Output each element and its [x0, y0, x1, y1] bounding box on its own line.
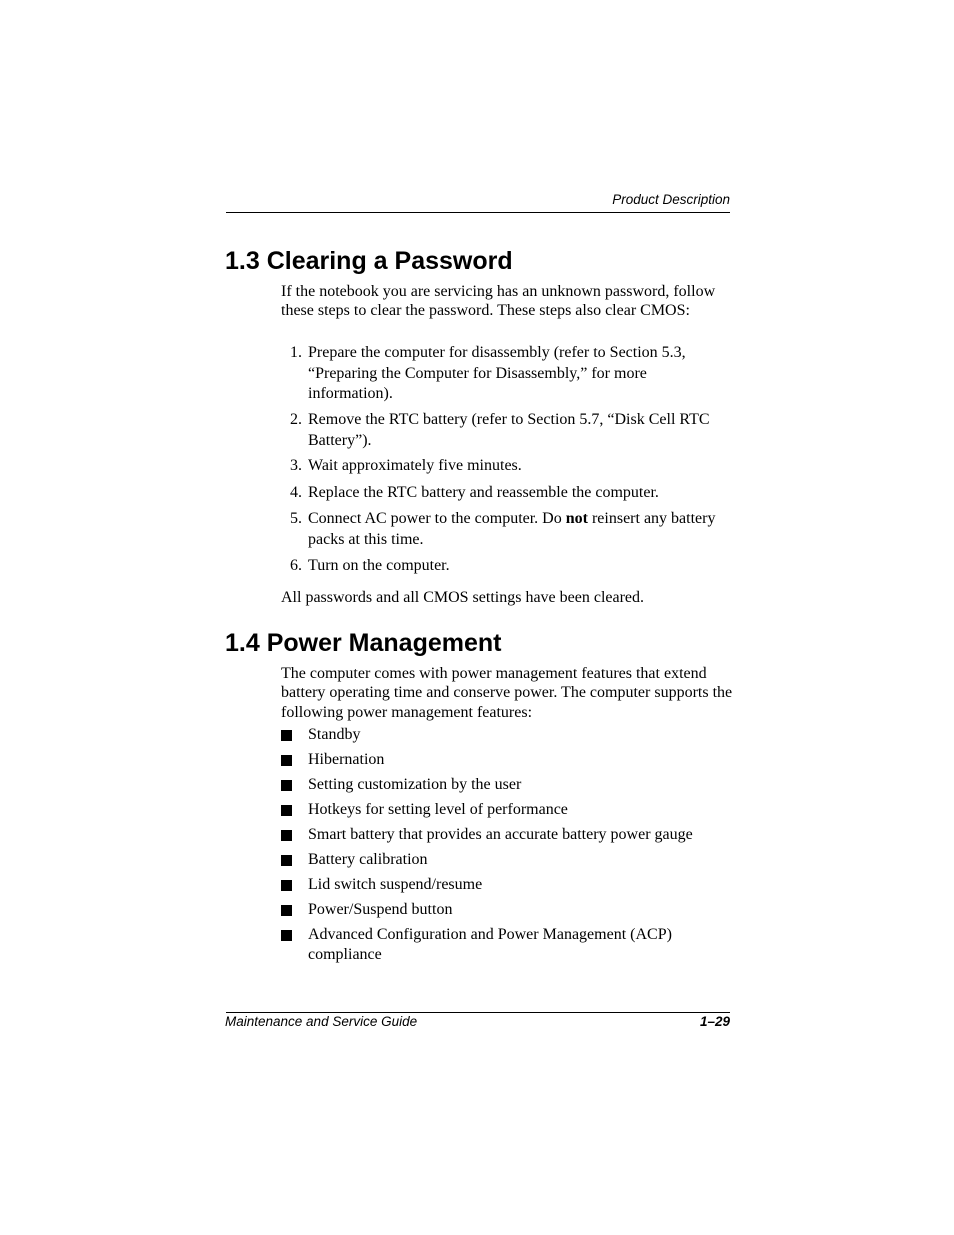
- step-item: [281, 343, 721, 405]
- step-item: [281, 483, 721, 504]
- step-text: Prepare the computer for disassembly (refer to Section 5.3, “Preparing the Computer for Disassembly,” for more information).: [308, 344, 686, 402]
- step-number: 3.: [290, 457, 302, 474]
- square-bullet-icon: [281, 930, 292, 941]
- list-item: [281, 825, 731, 845]
- square-bullet-icon: [281, 730, 292, 741]
- step-number: 4.: [290, 484, 302, 501]
- square-bullet-icon: [281, 755, 292, 766]
- square-bullet-icon: [281, 805, 292, 816]
- list-item: [281, 750, 731, 770]
- list-item: [281, 800, 731, 820]
- square-bullet-icon: [281, 880, 292, 891]
- step-item: [281, 456, 721, 477]
- list-item-text: Hotkeys for setting level of performance: [308, 801, 568, 818]
- square-bullet-icon: [281, 780, 292, 791]
- step-text: [308, 509, 728, 550]
- list-item: [281, 875, 731, 895]
- square-bullet-icon: [281, 905, 292, 916]
- section-heading-power-management: 1.4 Power Management: [225, 629, 502, 657]
- section-intro-paragraph: The computer comes with power management features that extend battery operating time and conserve power. The computer supports the following power management features:: [281, 665, 733, 721]
- list-item: [281, 900, 731, 920]
- list-item: [281, 925, 731, 964]
- square-bullet-icon: [281, 855, 292, 866]
- step-text: Wait approximately five minutes.: [308, 457, 522, 474]
- step-number: 1.: [290, 344, 302, 361]
- emphasis-not: not: [565, 510, 588, 527]
- list-item-text: Advanced Configuration and Power Management (ACP) compliance: [308, 926, 672, 963]
- step-text: Turn on the computer.: [308, 557, 450, 574]
- step-text-part: Connect AC power to the computer. Do: [308, 510, 566, 527]
- list-item-text: Battery calibration: [308, 851, 428, 868]
- step-text: Remove the RTC battery (refer to Section 5.7, “Disk Cell RTC Battery”).: [308, 411, 710, 449]
- section-closing-paragraph: All passwords and all CMOS settings have been cleared.: [281, 589, 645, 606]
- step-text-part: reinsert any battery packs at this time.: [308, 510, 716, 548]
- list-item: [281, 725, 731, 745]
- section-intro-paragraph: If the notebook you are servicing has an unknown password, follow these steps to clear the password. These steps also clear CMOS:: [281, 283, 716, 320]
- section-heading-clearing-password: 1.3 Clearing a Password: [225, 247, 513, 275]
- list-item-text: Setting customization by the user: [308, 776, 522, 793]
- list-item-text: Lid switch suspend/resume: [308, 876, 483, 893]
- step-item: [281, 410, 721, 451]
- list-item-text: Hibernation: [308, 751, 385, 768]
- step-number: 2.: [290, 411, 302, 428]
- running-header: Product Description: [612, 192, 730, 207]
- header-rule: [226, 212, 730, 213]
- step-number: 6.: [290, 557, 302, 574]
- list-item-text: Power/Suspend button: [308, 901, 453, 918]
- list-item-text: Standby: [308, 726, 361, 743]
- list-item-text: Smart battery that provides an accurate battery power gauge: [308, 826, 693, 843]
- step-item: [281, 556, 721, 577]
- step-text: Replace the RTC battery and reassemble the computer.: [308, 484, 659, 501]
- square-bullet-icon: [281, 830, 292, 841]
- list-item: [281, 775, 731, 795]
- footer-page-number: 1–29: [699, 1014, 730, 1029]
- list-item: [281, 850, 731, 870]
- footer-guide-title: Maintenance and Service Guide: [225, 1014, 418, 1029]
- step-item: [281, 509, 721, 550]
- step-number: 5.: [290, 510, 302, 527]
